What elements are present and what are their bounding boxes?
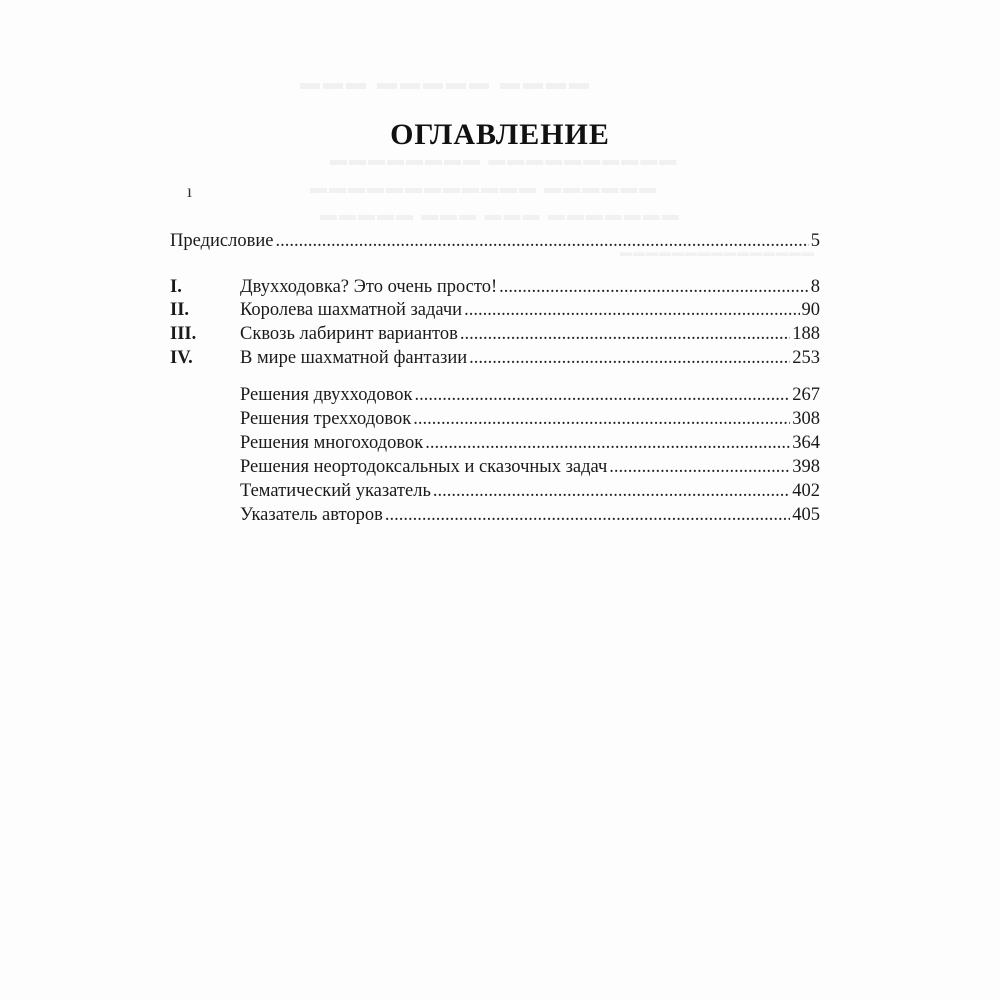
toc-entry-title: В мире шахматной фантазии — [240, 348, 468, 368]
show-through-ghost — [310, 178, 658, 198]
dot-leader — [499, 275, 809, 299]
toc-entry-title: Решения двухходовок — [240, 385, 413, 405]
toc-page-number: 253 — [792, 348, 820, 368]
toc-entry-solutions-two-movers[interactable] — [240, 383, 820, 407]
show-through-ghost — [320, 205, 681, 225]
toc-entry-preface[interactable] — [170, 229, 820, 253]
show-through-ghost — [330, 150, 678, 170]
dot-leader — [425, 431, 790, 455]
toc-entry-title: Сквозь лабиринт вариантов — [240, 324, 458, 344]
dot-leader — [460, 322, 790, 346]
toc-page-number: 398 — [792, 457, 820, 477]
toc-page-number: 5 — [810, 231, 820, 251]
toc-entry-title: Предисловие — [170, 231, 274, 251]
toc-page-number: 267 — [792, 385, 820, 405]
toc-page-number: 90 — [801, 300, 820, 320]
toc-page-number: 405 — [792, 505, 820, 525]
dot-leader — [464, 298, 799, 322]
dot-leader — [414, 383, 790, 407]
dot-leader — [385, 503, 790, 527]
toc-entry-solutions-fairy-problems[interactable] — [240, 455, 820, 479]
toc-entry-author-index[interactable] — [240, 503, 820, 527]
show-through-ghost — [300, 72, 592, 95]
chapter-numeral: I. — [170, 277, 182, 297]
toc-entry-title: Указатель авторов — [240, 505, 383, 525]
toc-entry-chapter-1[interactable] — [240, 275, 820, 299]
toc-page-number: 364 — [792, 433, 820, 453]
toc-entry-chapter-3[interactable] — [240, 322, 820, 346]
toc-entry-title: Двухходовка? Это очень просто! — [240, 277, 498, 297]
toc-entry-title: Решения многоходовок — [240, 433, 424, 453]
toc-entry-title: Решения неортодоксальных и сказочных задач — [240, 457, 608, 477]
toc-page-number: 8 — [810, 277, 820, 297]
toc-entry-solutions-three-movers[interactable] — [240, 407, 820, 431]
toc-page-number: 308 — [792, 409, 820, 429]
chapter-numeral: III. — [170, 324, 197, 344]
toc-entry-thematic-index[interactable] — [240, 479, 820, 503]
toc-entry-title: Решения трехходовок — [240, 409, 412, 429]
dot-leader — [609, 455, 790, 479]
dot-leader — [275, 229, 808, 253]
toc-entry-title: Тематический указатель — [240, 481, 431, 501]
dot-leader — [433, 479, 790, 503]
toc-entry-title: Королева шахматной задачи — [240, 300, 463, 320]
toc-entry-chapter-2[interactable] — [240, 298, 820, 322]
toc-entry-solutions-multi-movers[interactable] — [240, 431, 820, 455]
toc-entry-chapter-4[interactable] — [240, 346, 820, 370]
dot-leader — [469, 346, 790, 370]
chapter-numeral: II. — [170, 300, 190, 320]
dot-leader — [413, 407, 790, 431]
stray-print-mark: ı — [187, 181, 193, 201]
toc-page-number: 402 — [792, 481, 820, 501]
toc-page-number: 188 — [792, 324, 820, 344]
chapter-numeral: IV. — [170, 348, 193, 368]
page-title: ОГЛАВЛЕНИЕ — [390, 118, 610, 151]
